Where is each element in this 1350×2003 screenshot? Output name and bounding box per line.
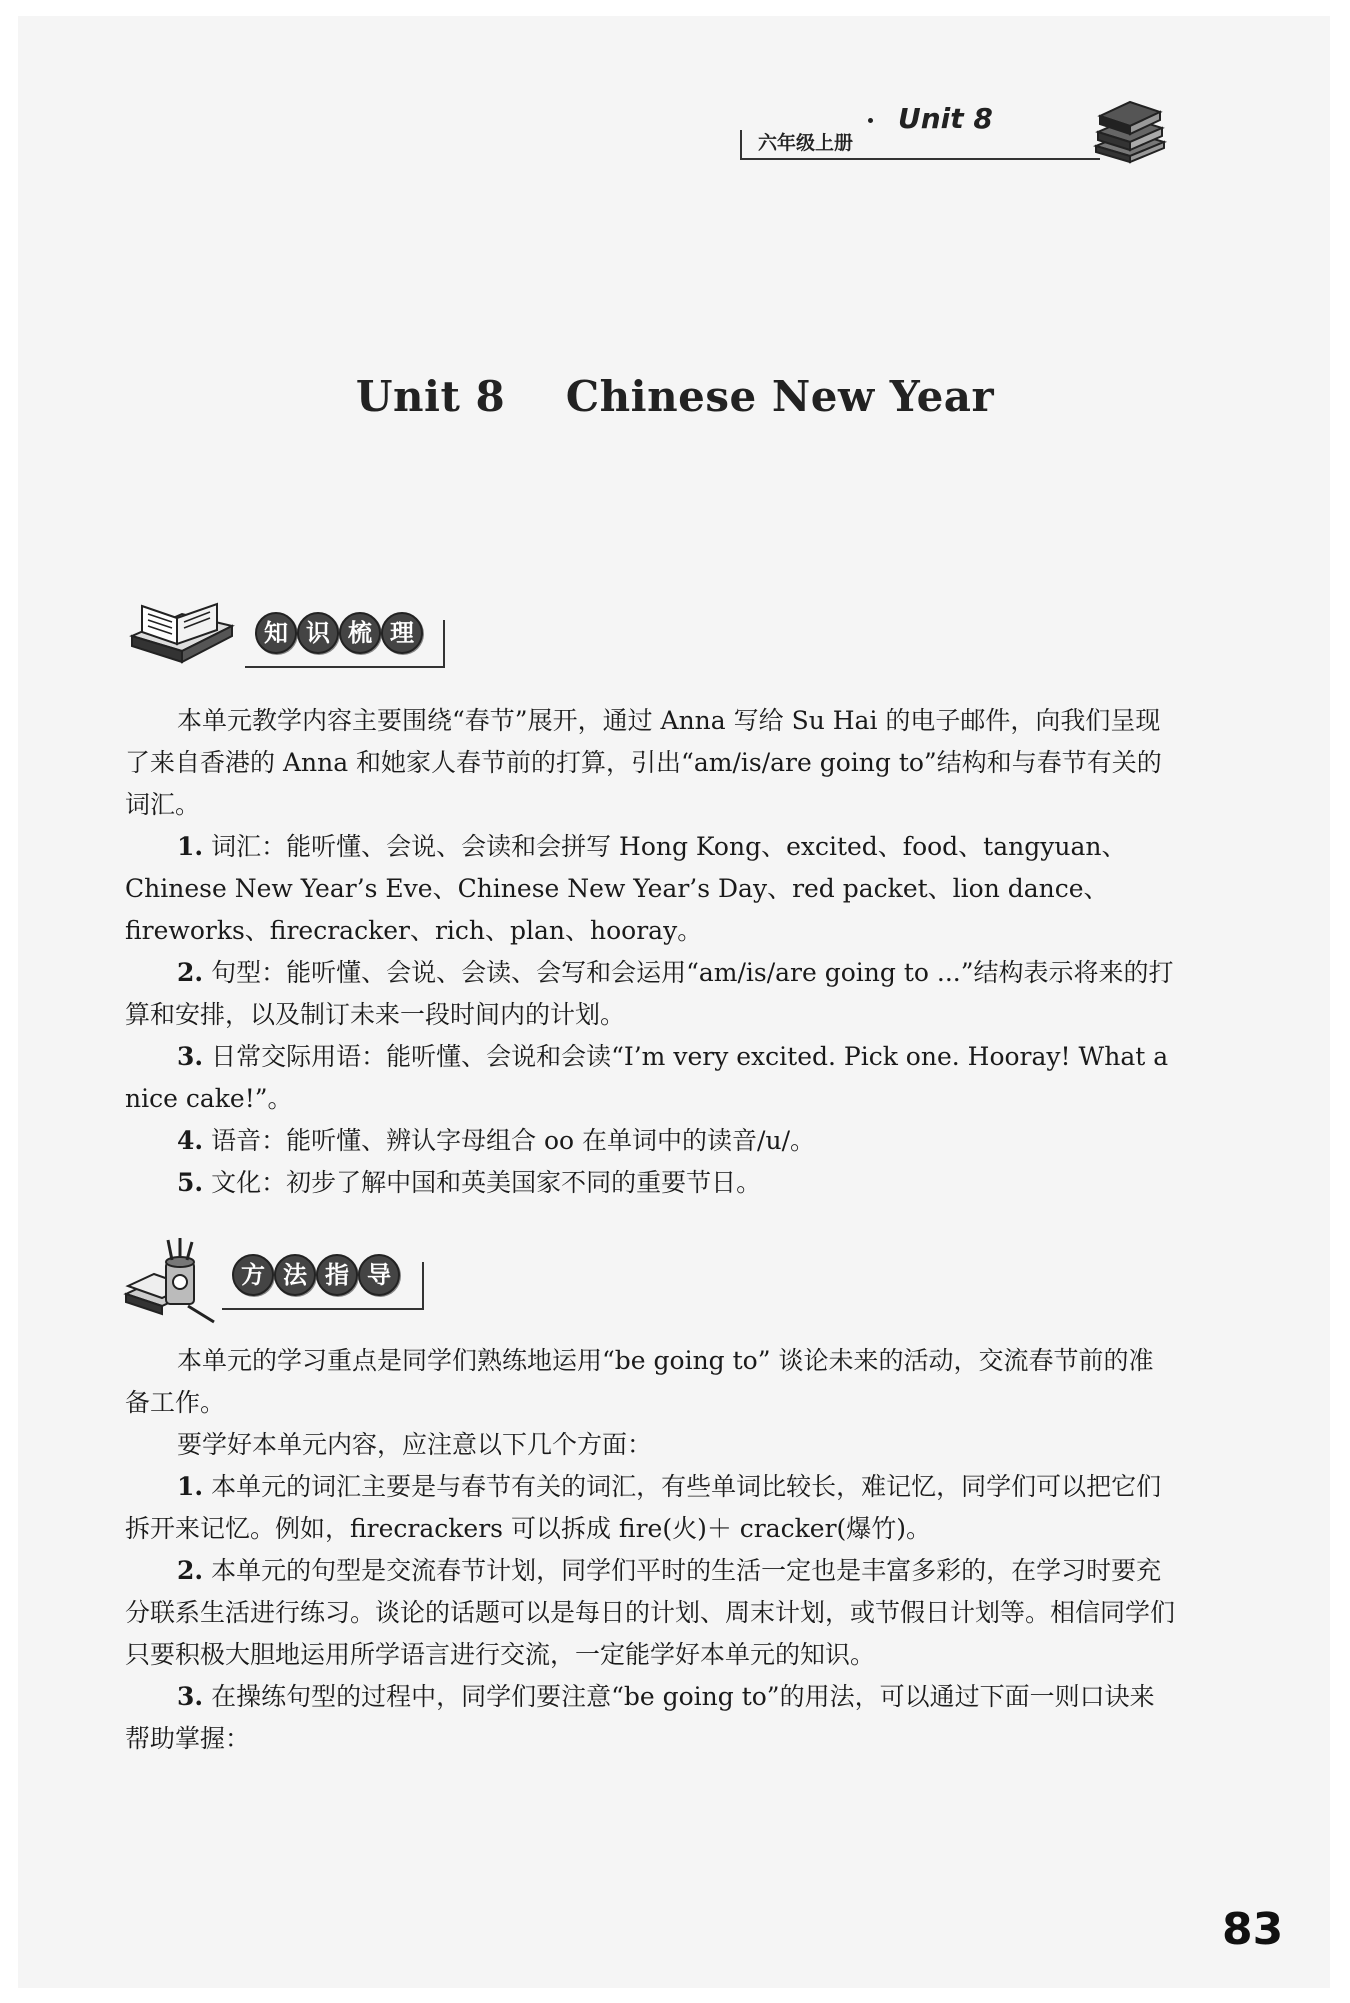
item-text: 词汇：能听懂、会说、会读和会拼写 Hong Kong、excited、food、tangyuan、Chinese New Year’s Eve、Chinese New Year’s Day、red packet、lion dance、fireworks、firecracker、rich、plan、hooray。 (125, 832, 1127, 945)
item-number: 4. (177, 1126, 204, 1155)
header-unit: Unit 8 (898, 102, 993, 135)
item-number: 5. (177, 1168, 204, 1197)
item-number: 3. (177, 1682, 204, 1711)
item-text: 句型：能听懂、会说、会读、会写和会运用“am/is/are going to ...”结构表示将来的打算和安排，以及制订未来一段时间内的计划。 (125, 958, 1174, 1029)
section-knowledge-text (125, 700, 1175, 1204)
item-text: 本单元的词汇主要是与春节有关的词汇，有些单词比较长，难记忆，同学们可以把它们拆开来记忆。例如，firecrackers 可以拆成 fire(火)＋ cracker(爆竹)。 (125, 1472, 1162, 1543)
list-item (125, 952, 1175, 1036)
item-number: 1. (177, 1472, 204, 1501)
item-text: 日常交际用语：能听懂、会说和会读“I’m very excited. Pick one. Hooray! What a nice cake!”。 (125, 1042, 1169, 1113)
open-book-icon (122, 596, 242, 676)
page-title: Unit 8 Chinese New Year (355, 372, 995, 421)
item-number: 2. (177, 958, 204, 987)
list-item (125, 1162, 1175, 1204)
header-tick (740, 130, 742, 160)
item-text: 本单元的句型是交流春节计划，同学们平时的生活一定也是丰富多彩的，在学习时要充分联系生活进行练习。谈论的话题可以是每日的计划、周末计划，或节假日计划等。相信同学们只要积极大胆地运用所学语言进行交流，一定能学好本单元的知识。 (125, 1556, 1176, 1669)
section-knowledge-badge-3: 梳 (339, 612, 381, 654)
section-method-badge-4: 导 (358, 1254, 400, 1296)
list-item (125, 1676, 1175, 1760)
list-item (125, 1036, 1175, 1120)
item-number: 1. (177, 832, 204, 861)
list-item (125, 826, 1175, 952)
page-number: 83 (1222, 1904, 1284, 1955)
section-knowledge-badge-4: 理 (381, 612, 423, 654)
section-method-badge-2: 法 (274, 1254, 316, 1296)
header-underline (742, 158, 1100, 160)
pencil-cup-icon (122, 1236, 222, 1326)
list-item (125, 1550, 1175, 1676)
section-method-intro: 本单元的学习重点是同学们熟练地运用“be going to” 谈论未来的活动，交流春节前的准备工作。 (125, 1346, 1154, 1417)
section-method-intro2: 要学好本单元内容，应注意以下几个方面： (177, 1430, 653, 1459)
item-number: 2. (177, 1556, 204, 1585)
books-stack-icon (1090, 94, 1170, 164)
section-knowledge-intro: 本单元教学内容主要围绕“春节”展开，通过 Anna 写给 Su Hai 的电子邮件，向我们呈现了来自香港的 Anna 和她家人春节前的打算，引出“am/is/are going to”结构和与春节有关的词汇。 (125, 706, 1162, 819)
list-item (125, 1120, 1175, 1162)
header-grade: 六年级上册 (758, 132, 854, 154)
item-number: 3. (177, 1042, 204, 1071)
section-knowledge-badge-1: 知 (255, 612, 297, 654)
list-item (125, 1466, 1175, 1550)
section-method-badge-1: 方 (232, 1254, 274, 1296)
item-text: 文化：初步了解中国和英美国家不同的重要节日。 (211, 1168, 762, 1197)
section-method-badge-3: 指 (316, 1254, 358, 1296)
section-knowledge-badge-2: 识 (297, 612, 339, 654)
section-method-text (125, 1340, 1175, 1760)
header-dot (868, 118, 873, 123)
item-text: 在操练句型的过程中，同学们要注意“be going to”的用法，可以通过下面一则口诀来帮助掌握： (125, 1682, 1155, 1753)
item-text: 语音：能听懂、辨认字母组合 oo 在单词中的读音/u/。 (211, 1126, 816, 1155)
